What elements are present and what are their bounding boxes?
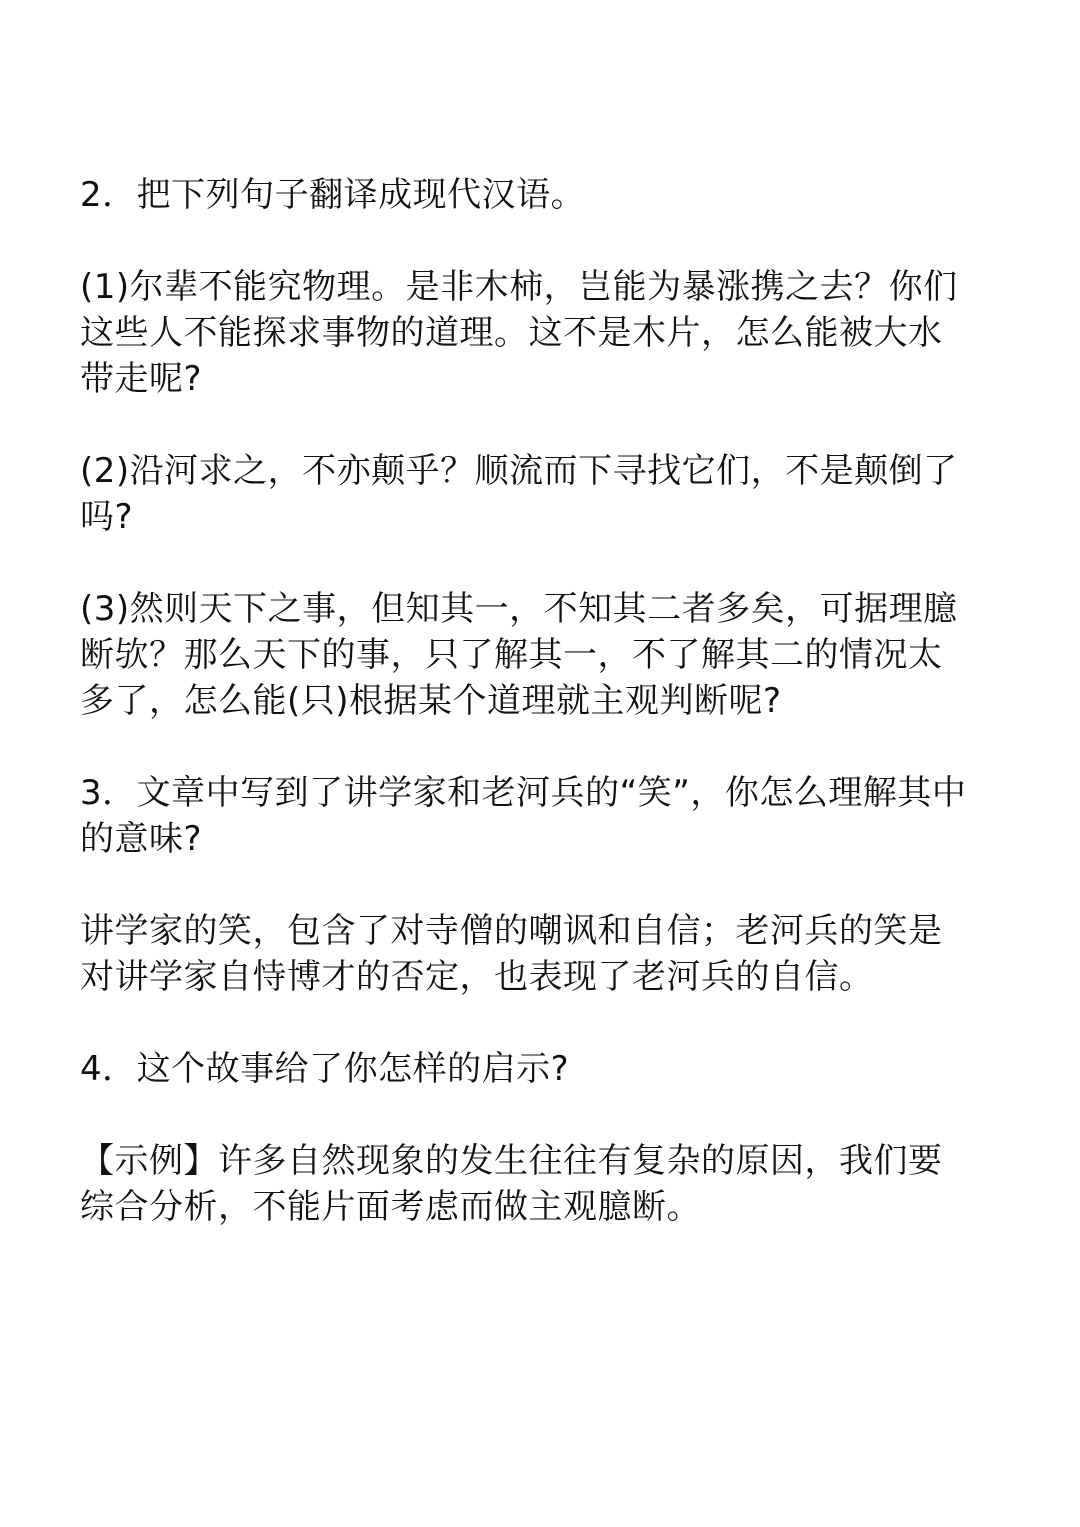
text-line: 2．把下列句子翻译成现代汉语。 [80,175,586,215]
text-line: 断欤？那么天下的事，只了解其一，不了解其二的情况太 [80,635,943,675]
paragraph-q4-answer [80,1138,1005,1230]
text-line: (1)尔辈不能究物理。是非木柿，岂能为暴涨携之去？你们 [80,267,958,307]
text-line: 这些人不能探求事物的道理。这不是木片，怎么能被大水 [80,313,943,353]
text-line: 的意味? [80,819,203,859]
paragraph-q4-heading [80,1046,1005,1092]
paragraph-q2-answer-3 [80,586,1005,724]
text-line: 对讲学家自恃博才的否定，也表现了老河兵的自信。 [80,957,874,997]
text-line: 多了，怎么能(只)根据某个道理就主观判断呢? [80,681,782,721]
text-line: 3．文章中写到了讲学家和老河兵的“笑”，你怎么理解其中 [80,773,967,813]
text-line: 综合分析，不能片面考虑而做主观臆断。 [80,1187,701,1227]
text-line: (3)然则天下之事，但知其一，不知其二者多矣，可据理臆 [80,589,958,629]
text-line: 带走呢? [80,359,203,399]
paragraph-q2-heading [80,172,1005,218]
paragraph-q3-answer [80,908,1005,1000]
paragraph-q3-heading [80,770,1005,862]
text-line: 4．这个故事给了你怎样的启示? [80,1049,570,1089]
paragraph-q2-answer-2 [80,448,1005,540]
text-line: (2)沿河求之，不亦颠乎？顺流而下寻找它们，不是颠倒了 [80,451,958,491]
text-line: 讲学家的笑，包含了对寺僧的嘲讽和自信；老河兵的笑是 [80,911,943,951]
text-line: 【示例】许多自然现象的发生往往有复杂的原因，我们要 [80,1141,943,1181]
paragraph-q2-answer-1 [80,264,1005,402]
document-body [80,172,1005,1276]
text-line: 吗? [80,497,134,537]
